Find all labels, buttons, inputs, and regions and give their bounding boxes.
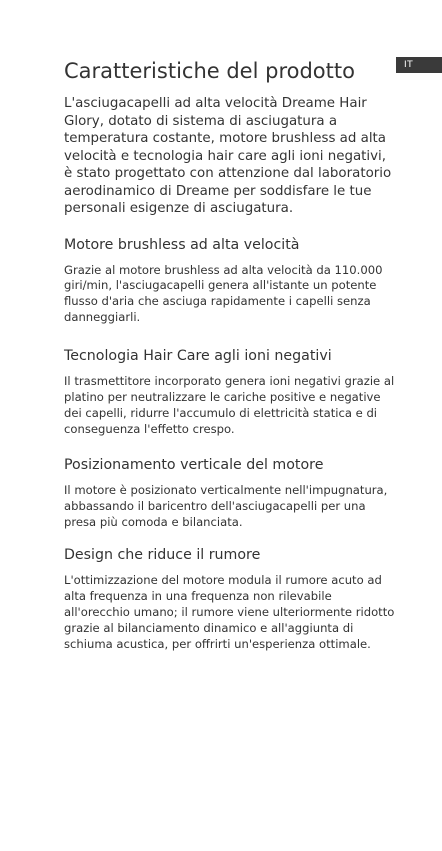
section-body: Grazie al motore brushless ad alta velocità da 110.000 giri/min, l'asciugacapelli genera all'istante un potente flusso d'aria che asciuga rapidamente i capelli senza danneggiarli. <box>64 262 383 325</box>
section-heading: Tecnologia Hair Care agli ioni negativi <box>64 348 332 365</box>
section-body: Il trasmettitore incorporato genera ioni negativi grazie al platino per neutralizzare le cariche positive e negative dei capelli, ridurre l'accumulo di elettricità statica e di conseguenza l'effetto crespo. <box>64 374 395 436</box>
language-tab: IT <box>396 57 442 73</box>
section-vertical-motor <box>64 455 396 531</box>
section-body: L'ottimizzazione del motore modula il rumore acuto ad alta frequenza in una frequenza non rilevabile all'orecchio umano; il rumore viene ulteriormente ridotto grazie al bilanciamento dinamico e all'aggiunta di schiuma acustica, per offrirti un'esperienza ottimale. <box>64 573 395 652</box>
section-heading: Design che riduce il rumore <box>64 547 261 564</box>
section-heading: Motore brushless ad alta velocità <box>64 236 300 253</box>
page-content <box>64 56 396 653</box>
intro-paragraph: L'asciugacapelli ad alta velocità Dreame Hair Glory, dotato di sistema di asciugatura a temperatura costante, motore brushless ad alta velocità e tecnologia hair care agli ioni negativi, è stato progettato con attenzione dal laboratorio aerodinamico di Dreame per soddisfare le tue personali esigenze di asciugatura. <box>64 96 392 216</box>
section-body: Il motore è posizionato verticalmente nell'impugnatura, abbassando il baricentro dell'asciugacapelli per una presa più comoda e bilanciata. <box>64 482 388 529</box>
section-brushless-motor <box>64 235 396 327</box>
section-noise-reduction <box>64 545 396 653</box>
page-title: Caratteristiche del prodotto <box>64 59 355 83</box>
section-heading: Posizionamento verticale del motore <box>64 456 324 473</box>
section-ion-technology <box>64 346 396 438</box>
